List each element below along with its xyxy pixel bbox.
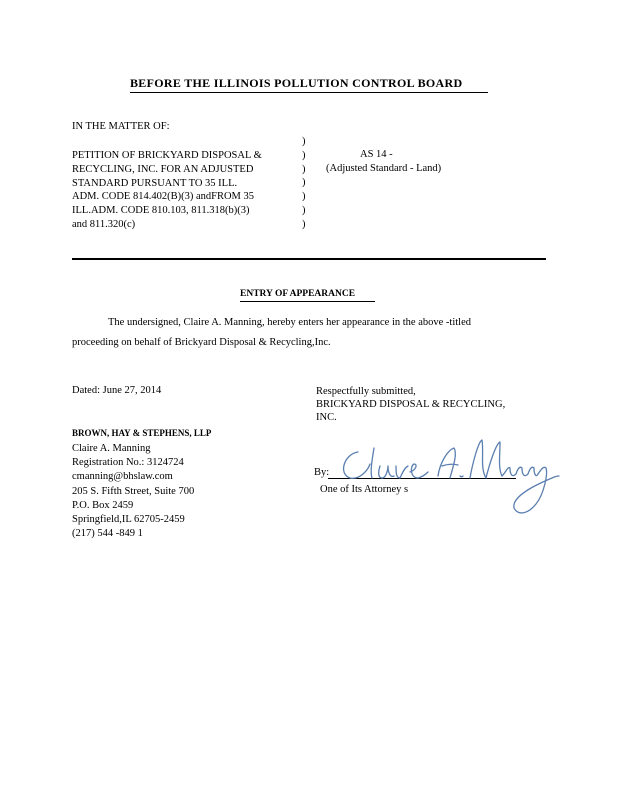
- paren: ): [302, 204, 306, 216]
- respectfully-submitted-block: [316, 385, 505, 424]
- attorneys-label: One of Its Attorney s: [320, 484, 409, 495]
- caption-divider: [72, 258, 546, 260]
- dated-line: Dated: June 27, 2014: [72, 385, 162, 396]
- document-title: BEFORE THE ILLINOIS POLLUTION CONTROL BOARD: [130, 76, 463, 90]
- counsel-address-block: [72, 442, 194, 541]
- petition-line: ILL.ADM. CODE 810.103, 811.318(b)(3): [72, 205, 250, 217]
- case-description: (Adjusted Standard - Land): [326, 163, 442, 174]
- law-firm-name: BROWN, HAY & STEPHENS, LLP: [72, 428, 212, 438]
- petition-line: RECYCLING, INC. FOR AN ADJUSTED: [72, 163, 254, 175]
- petition-line: STANDARD PURSUANT TO 35 ILL.: [72, 177, 238, 189]
- in-the-matter-label: IN THE MATTER OF:: [72, 121, 170, 132]
- counsel-phone: (217) 544 -849 1: [72, 528, 143, 540]
- counsel-line: Springfield,IL 62705-2459: [72, 514, 185, 526]
- counsel-email: cmanning@bhslaw.com: [72, 471, 173, 483]
- handwritten-signature: [330, 432, 560, 522]
- case-number: AS 14 -: [360, 149, 393, 160]
- by-label: By:: [314, 467, 330, 478]
- petition-line: and 811.320(c): [72, 218, 136, 230]
- paren: ): [302, 163, 306, 175]
- respectfully-line: BRICKYARD DISPOSAL & RECYCLING,: [316, 399, 506, 410]
- entry-body-line-2: proceeding on behalf of Brickyard Disposal & Recycling,Inc.: [72, 337, 331, 348]
- respectfully-line: Respectfully submitted,: [316, 386, 416, 397]
- petition-line: ADM. CODE 814.402(B)(3) andFROM 35: [72, 191, 254, 203]
- counsel-line: 205 S. Fifth Street, Suite 700: [72, 485, 195, 497]
- counsel-line: P.O. Box 2459: [72, 499, 134, 511]
- counsel-line: Claire A. Manning: [72, 443, 151, 454]
- paren: ): [302, 136, 306, 147]
- caption-parentheses: [302, 135, 306, 232]
- paren: ): [302, 218, 306, 230]
- paren: ): [302, 191, 306, 203]
- title-underline: [130, 92, 488, 93]
- counsel-line: Registration No.: 3124724: [72, 457, 184, 469]
- respectfully-line: INC.: [316, 412, 337, 423]
- entry-title-underline: [240, 301, 375, 302]
- paren: ): [302, 149, 306, 161]
- entry-title: ENTRY OF APPEARANCE: [240, 289, 356, 299]
- petition-caption: [72, 149, 294, 232]
- entry-body-line-1: The undersigned, Claire A. Manning, hereby enters her appearance in the above -titled: [108, 317, 471, 328]
- paren: ): [302, 177, 306, 189]
- petition-line: PETITION OF BRICKYARD DISPOSAL &: [72, 150, 262, 161]
